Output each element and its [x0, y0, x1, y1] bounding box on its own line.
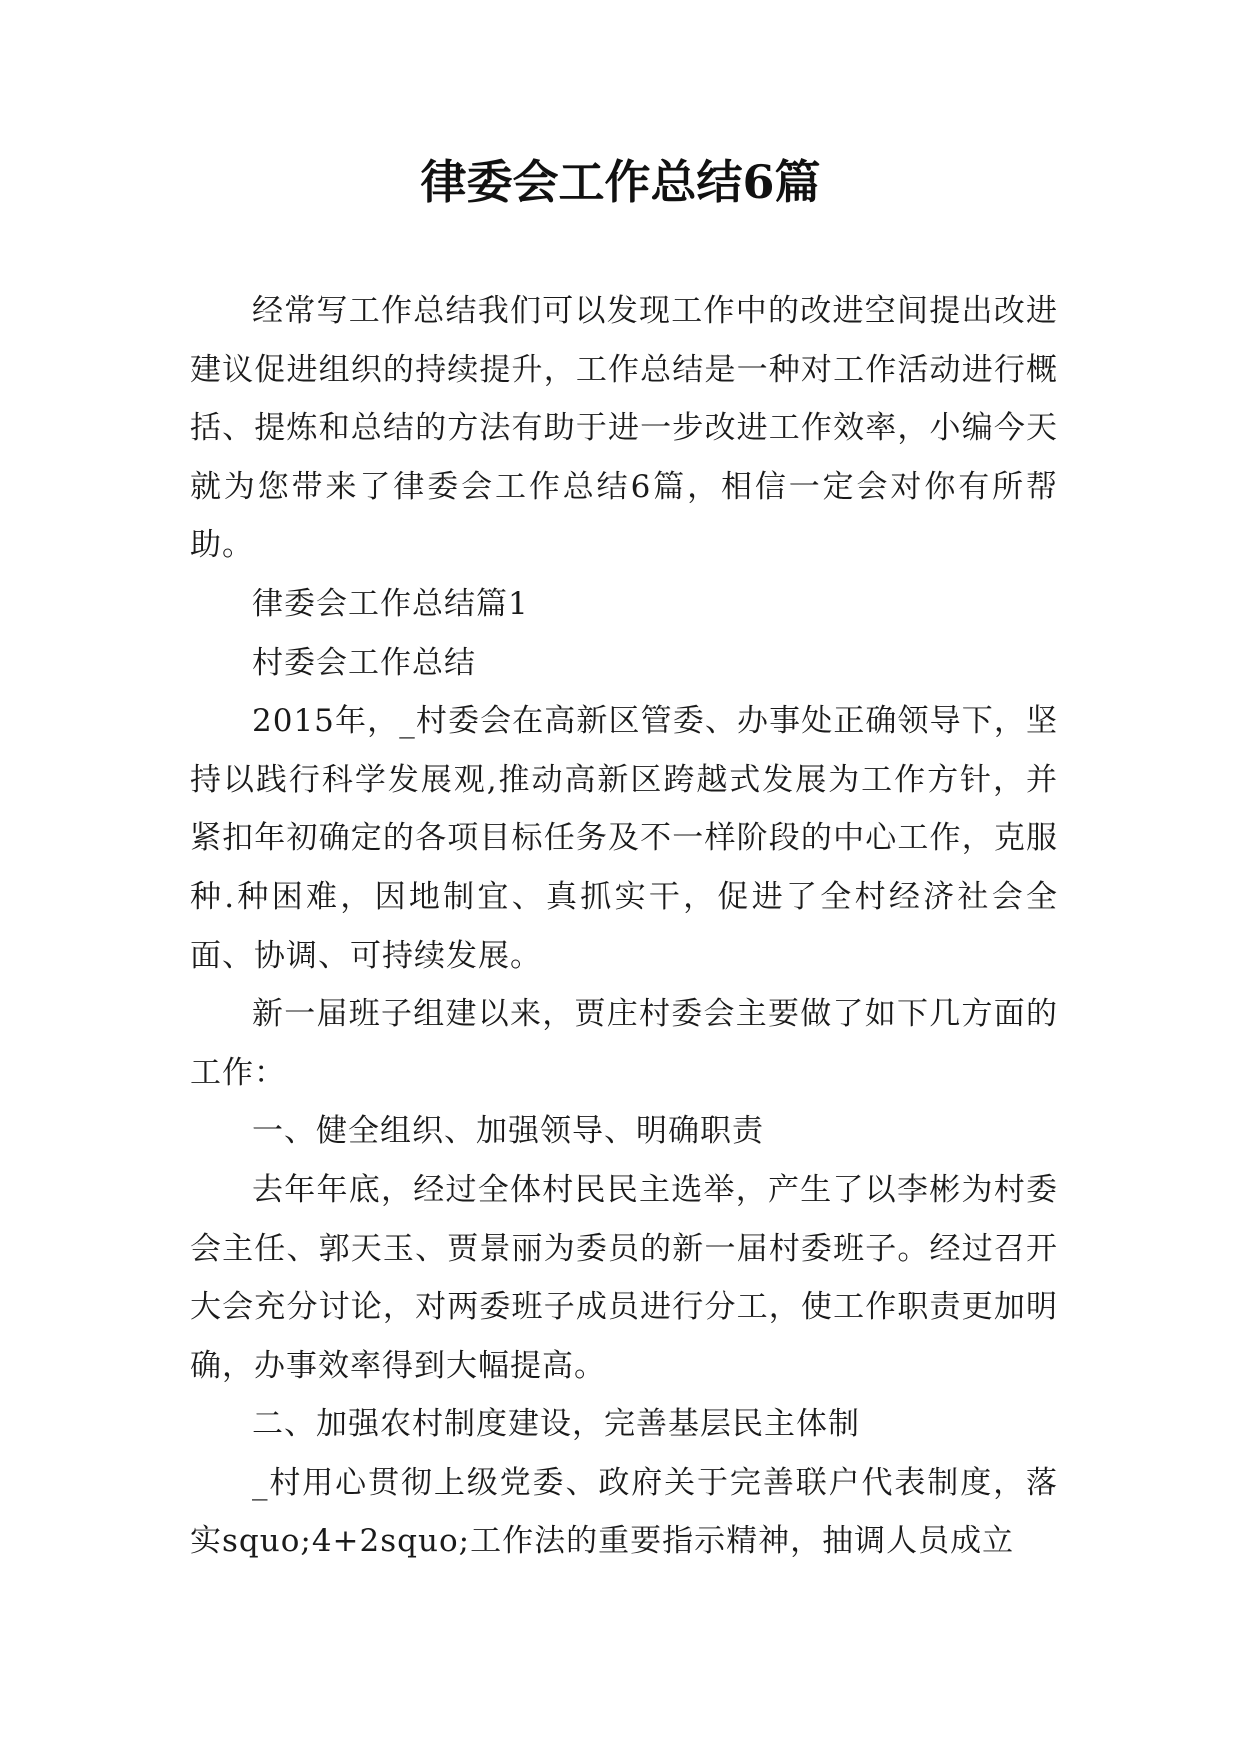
document-title: 律委会工作总结6篇	[420, 155, 821, 209]
list-heading: 一、健全组织、加强领导、明确职责	[252, 1113, 764, 1150]
body-paragraph: 新一届班子组建以来，贾庄村委会主要做了如下几方面的工作：	[190, 996, 1058, 1091]
section-heading: 律委会工作总结篇1	[252, 585, 529, 622]
intro-paragraph: 经常写工作总结我们可以发现工作中的改进空间提出改进建议促进组织的持续提升，工作总结是一种对工作活动进行概括、提炼和总结的方法有助于进一步改进工作效率，小编今天就为您带来了律委会工作总结6篇，相信一定会对你有所帮助。	[190, 293, 1058, 564]
body-paragraph: 2015年，_村委会在高新区管委、办事处正确领导下，坚持以践行科学发展观,推动高新区跨越式发展为工作方针，并紧扣年初确定的各项目标任务及不一样阶段的中心工作，克服种.种困难，因地制宜、真抓实干，促进了全村经济社会全面、协调、可持续发展。	[190, 703, 1058, 974]
body-paragraph: 去年年底，经过全体村民民主选举，产生了以李彬为村委会主任、郭天玉、贾景丽为委员的新一届村委班子。经过召开大会充分讨论，对两委班子成员进行分工，使工作职责更加明确，办事效率得到大幅提高。	[190, 1171, 1058, 1384]
body-paragraph: _村用心贯彻上级党委、政府关于完善联户代表制度，落实squo;4+2squo;工作法的重要指示精神，抽调人员成立	[190, 1464, 1058, 1560]
document-body	[190, 282, 1058, 1571]
subsection-heading: 村委会工作总结	[252, 644, 476, 681]
list-heading: 二、加强农村制度建设，完善基层民主体制	[252, 1406, 860, 1443]
